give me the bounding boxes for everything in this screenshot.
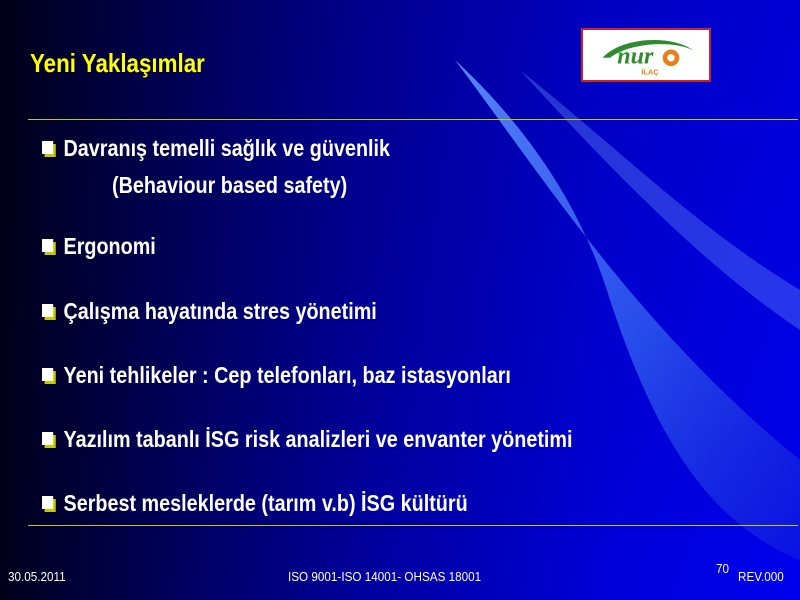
bullet-square-icon bbox=[42, 368, 53, 381]
footer-revision: REV.000 bbox=[738, 569, 784, 584]
page-number: 70 bbox=[716, 561, 730, 576]
list-item-label: Serbest mesleklerde (tarım v.b) İSG kültürü bbox=[63, 490, 468, 516]
bullet-square-icon bbox=[42, 239, 53, 252]
logo-brand-text: nur bbox=[617, 43, 654, 70]
company-logo bbox=[581, 28, 711, 82]
bullet-square-icon bbox=[42, 496, 53, 509]
bullet-square-icon bbox=[42, 141, 53, 154]
list-item bbox=[42, 135, 390, 162]
list-item bbox=[42, 233, 156, 260]
bullet-square-icon bbox=[42, 432, 53, 445]
slide-title: Yeni Yaklaşımlar bbox=[30, 48, 205, 78]
nur-ilac-logo-icon bbox=[583, 30, 709, 80]
list-item bbox=[42, 426, 572, 453]
list-item-label: Davranış temelli sağlık ve güvenlik bbox=[63, 135, 391, 161]
list-item bbox=[42, 490, 468, 517]
list-item-label: Çalışma hayatında stres yönetimi bbox=[63, 298, 377, 324]
list-item-label: Yazılım tabanlı İSG risk analizleri ve envanter yönetimi bbox=[63, 426, 573, 452]
bottom-divider bbox=[28, 525, 798, 526]
list-item bbox=[42, 298, 377, 325]
list-item-label: Ergonomi bbox=[63, 233, 156, 259]
top-divider bbox=[28, 119, 798, 120]
list-item-subtitle: (Behaviour based safety) bbox=[112, 172, 348, 198]
logo-sub-text: İLAÇ bbox=[641, 67, 659, 77]
footer-date: 30.05.2011 bbox=[8, 569, 66, 584]
bullet-square-icon bbox=[42, 304, 53, 317]
list-item-label: Yeni tehlikeler : Cep telefonları, baz istasyonları bbox=[63, 362, 511, 388]
footer-standards: ISO 9001-ISO 14001- OHSAS 18001 bbox=[288, 569, 482, 584]
list-item bbox=[42, 362, 511, 389]
